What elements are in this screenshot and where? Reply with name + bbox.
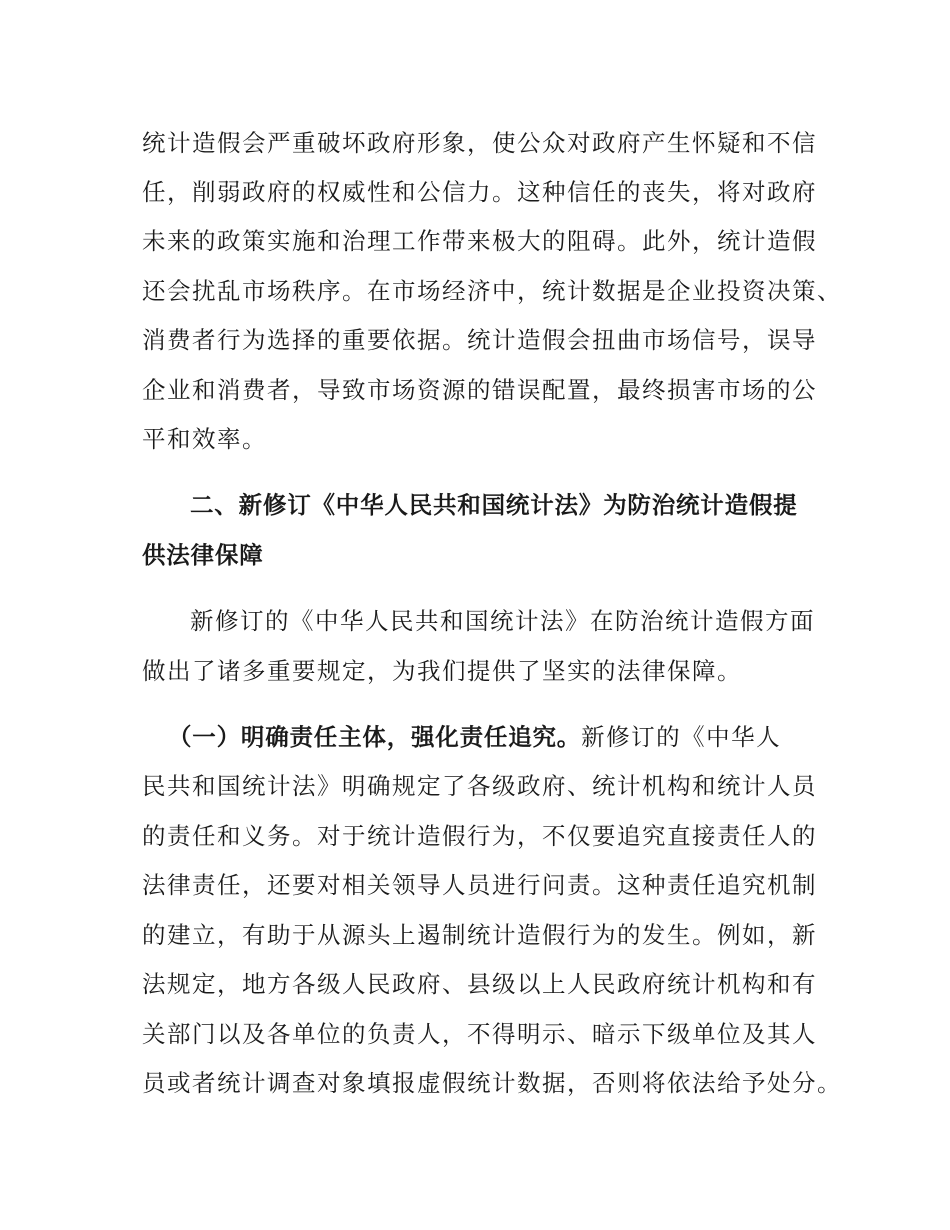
paragraph-line: 法律责任，还要对相关领导人员进行问责。这种责任追究机制 xyxy=(142,871,817,899)
section-heading: 供法律保障 xyxy=(142,541,264,569)
paragraph-line: 民共和国统计法》明确规定了各级政府、统计机构和统计人员 xyxy=(142,772,817,800)
paragraph-line: 消费者行为选择的重要依据。统计造假会扭曲市场信号，误导 xyxy=(142,326,817,354)
paragraph-line: 员或者统计调查对象填报虚假统计数据，否则将依法给予处分。 xyxy=(142,1069,842,1097)
paragraph-line: 做出了诸多重要规定，为我们提供了坚实的法律保障。 xyxy=(142,657,742,685)
paragraph-line: 的建立，有助于从源头上遏制统计造假行为的发生。例如，新 xyxy=(142,921,817,949)
paragraph-line: 统计造假会严重破坏政府形象，使公众对政府产生怀疑和不信 xyxy=(142,129,817,157)
paragraph-line: 新修订的《中华人民共和国统计法》在防治统计造假方面 xyxy=(190,607,815,635)
subsection-first-line xyxy=(168,722,868,752)
subsection-heading: （一）明确责任主体，强化责任追究。 xyxy=(168,723,582,751)
paragraph-line: 还会扰乱市场秩序。在市场经济中，统计数据是企业投资决策、 xyxy=(142,277,842,305)
paragraph-line: 任，削弱政府的权威性和公信力。这种信任的丧失，将对政府 xyxy=(142,178,817,206)
paragraph-text: 新修订的《中华人 xyxy=(581,723,782,751)
paragraph-line: 平和效率。 xyxy=(142,425,267,453)
paragraph-line: 法规定，地方各级人民政府、县级以上人民政府统计机构和有 xyxy=(142,970,817,998)
paragraph-line: 关部门以及各单位的负责人，不得明示、暗示下级单位及其人 xyxy=(142,1020,817,1048)
paragraph-line: 的责任和义务。对于统计造假行为，不仅要追究直接责任人的 xyxy=(142,822,817,850)
paragraph-line: 未来的政策实施和治理工作带来极大的阻碍。此外，统计造假 xyxy=(142,227,817,255)
section-heading: 二、新修订《中华人民共和国统计法》为防治统计造假提 xyxy=(190,491,798,519)
paragraph-line: 企业和消费者，导致市场资源的错误配置，最终损害市场的公 xyxy=(142,376,817,404)
